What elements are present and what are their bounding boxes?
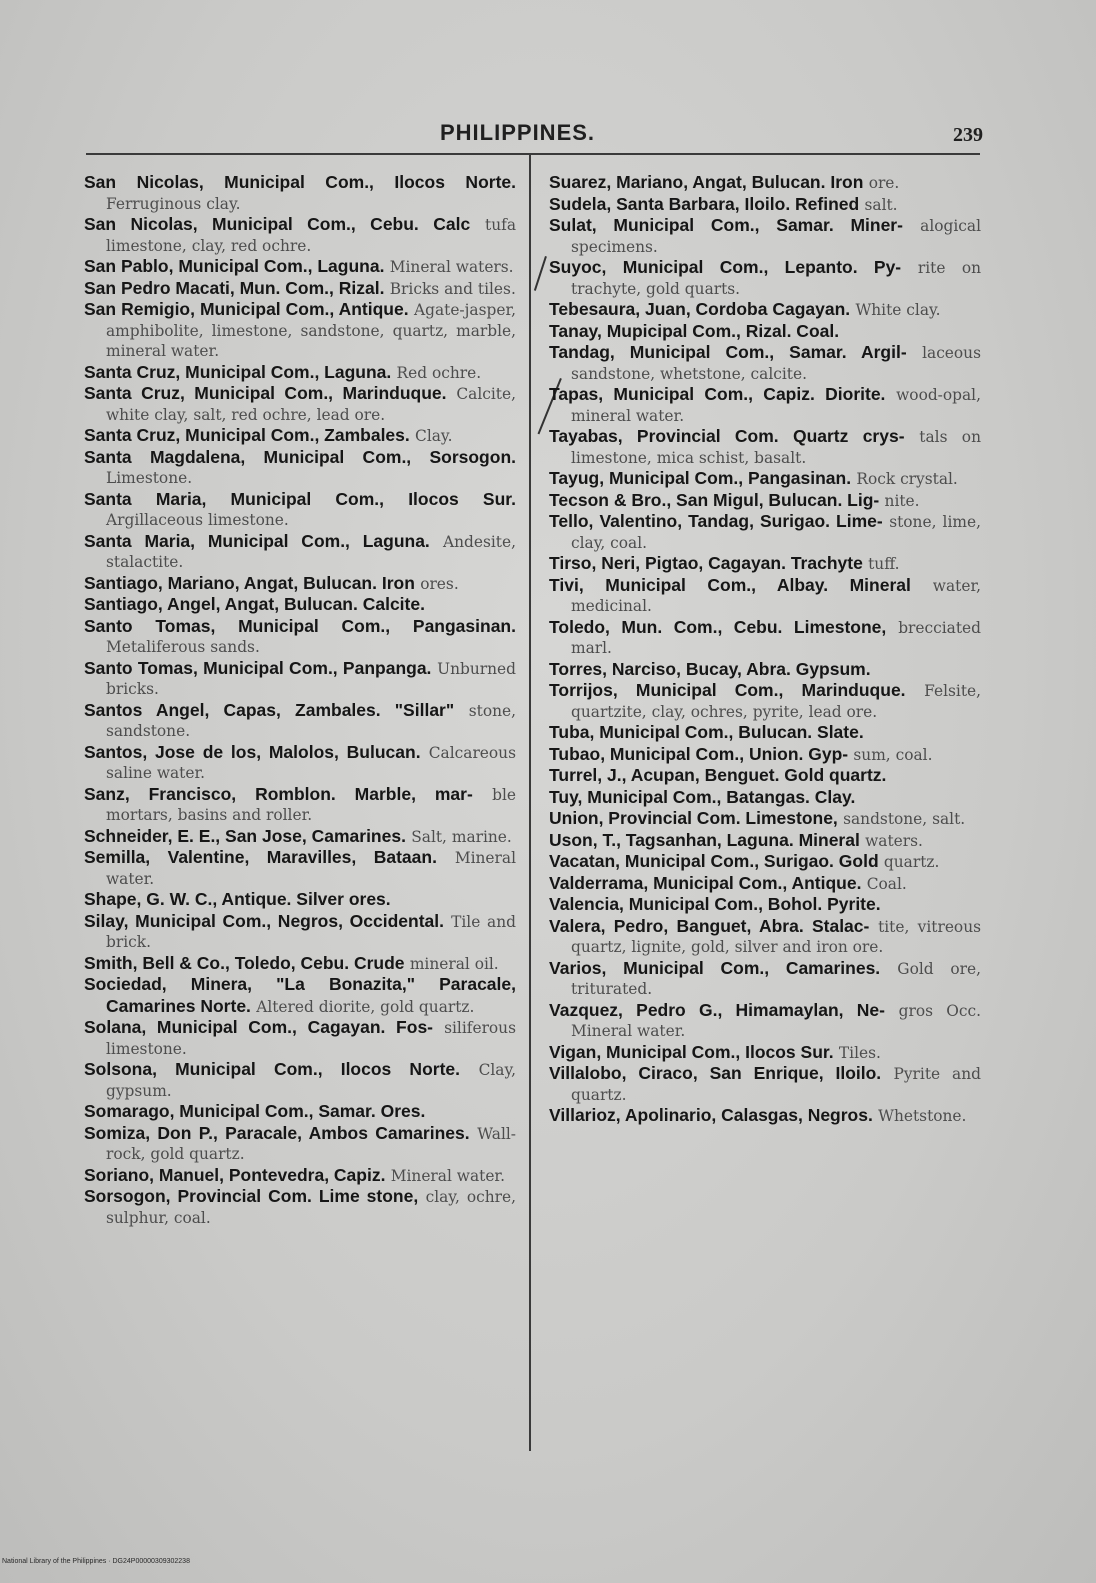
footer-credit: National Library of the Philippines · DG24P00000309302238 <box>2 1558 190 1565</box>
entry-description: water, medicinal. <box>571 576 981 615</box>
entry-name: Union, Provincial Com. Limestone, <box>549 808 838 828</box>
entry-description: ore. <box>868 174 900 192</box>
list-item <box>549 1042 981 1064</box>
entry-name: Villalobo, Ciraco, San Enrique, Iloilo. <box>549 1063 882 1083</box>
entry-name: Somiza, Don P., Paracale, Ambos Camarines. <box>84 1122 470 1143</box>
entry-description: White clay. <box>855 301 941 319</box>
entry-description: waters. <box>865 831 923 850</box>
list-item <box>84 700 516 742</box>
list-item <box>84 847 516 889</box>
list-item <box>549 553 981 575</box>
entry-name: San Nicolas, Municipal Com., Cebu. Calc <box>84 214 471 234</box>
column-divider <box>529 153 531 1451</box>
list-item <box>84 826 516 848</box>
entry-name: Villarioz, Apolinario, Calasgas, Negros. <box>549 1105 873 1125</box>
entry-description: Tile and brick. <box>106 912 516 951</box>
list-item <box>84 362 516 384</box>
list-item <box>549 851 981 873</box>
entry-name: Turrel, J., Acupan, Benguet. Gold quartz. <box>549 765 887 785</box>
entry-name: Valera, Pedro, Banguet, Abra. Stalac- <box>549 915 870 936</box>
list-item <box>549 215 981 257</box>
list-item <box>84 278 516 300</box>
list-item <box>549 873 981 895</box>
entry-description: tite, vitreous quartz, lignite, gold, silver and iron ore. <box>571 917 982 956</box>
entry-name: San Remigio, Municipal Com., Antique. <box>84 299 409 319</box>
entry-description: ores. <box>420 574 459 593</box>
entry-description: Bricks and tiles. <box>389 279 516 298</box>
entry-description: Clay. <box>415 427 453 445</box>
entry-name: Santa Cruz, Municipal Com., Marinduque. <box>84 383 447 403</box>
list-item <box>84 742 516 784</box>
entry-name: Santa Cruz, Municipal Com., Zambales. <box>84 425 410 445</box>
entry-description: brecciated marl. <box>571 618 981 657</box>
entry-name: Sanz, Francisco, Romblon. Marble, mar- <box>84 783 473 804</box>
entry-name: Tirso, Neri, Pigtao, Cagayan. Trachyte <box>549 553 863 573</box>
list-item <box>549 680 981 722</box>
right-column <box>549 172 981 1127</box>
list-item <box>84 1017 516 1059</box>
entry-description: Tiles. <box>838 1043 881 1062</box>
list-item <box>84 1165 516 1187</box>
list-item <box>84 594 516 616</box>
entry-name: Tecson & Bro., San Migul, Bulucan. Lig- <box>549 489 880 510</box>
entry-description: Mineral waters. <box>389 258 514 276</box>
list-item <box>84 447 516 489</box>
entry-name: Tandag, Municipal Com., Samar. Argil- <box>549 342 907 362</box>
entry-name: Vacatan, Municipal Com., Surigao. Gold <box>549 851 879 871</box>
entry-name: Santa Cruz, Municipal Com., Laguna. <box>84 361 392 382</box>
entry-name: Suarez, Mariano, Angat, Bulucan. Iron <box>549 172 864 192</box>
entry-name: Solsona, Municipal Com., Ilocos Norte. <box>84 1059 460 1079</box>
entry-description: salt. <box>864 195 898 214</box>
list-item <box>549 722 981 744</box>
entry-description: Metaliferous sands. <box>106 638 260 656</box>
entry-name: Smith, Bell & Co., Toledo, Cebu. Crude <box>84 952 405 973</box>
entry-description: Mineral water. <box>106 849 516 888</box>
list-item <box>549 1063 981 1105</box>
list-item <box>84 1101 516 1123</box>
entry-name: Santa Maria, Municipal Com., Laguna. <box>84 530 430 551</box>
entry-name: Sudela, Santa Barbara, Iloilo. Refined <box>549 193 860 214</box>
entry-name: Silay, Municipal Com., Negros, Occidental. <box>84 910 444 931</box>
page-number: 239 <box>953 124 983 146</box>
list-item <box>84 214 516 256</box>
entry-name: Santa Maria, Municipal Com., Ilocos Sur. <box>84 488 516 509</box>
list-item <box>549 342 981 384</box>
list-item <box>549 321 981 343</box>
entry-name: Torrijos, Municipal Com., Marinduque. <box>549 680 906 700</box>
entry-name: Tuba, Municipal Com., Bulucan. Slate. <box>549 722 864 742</box>
entry-description: mineral oil. <box>409 954 499 973</box>
entry-name: Suyoc, Municipal Com., Lepanto. Py- <box>549 257 902 277</box>
entry-description: Clay, gypsum. <box>106 1061 516 1100</box>
list-item <box>549 659 981 681</box>
entry-description: Red ochre. <box>396 363 482 382</box>
entry-name: Tayug, Municipal Com., Pangasinan. <box>549 468 852 488</box>
entry-name: Schneider, E. E., San Jose, Camarines. <box>84 825 406 846</box>
list-item <box>549 765 981 787</box>
list-item <box>549 299 981 321</box>
entry-description: Coal. <box>866 874 907 893</box>
entry-description: ble mortars, basins and roller. <box>106 785 516 824</box>
entry-description: Limestone. <box>106 469 193 487</box>
list-item <box>84 256 516 278</box>
list-item <box>84 889 516 911</box>
list-item <box>84 172 516 214</box>
entry-description: stone, lime, clay, coal. <box>571 513 981 552</box>
entry-description: laceous sandstone, whetstone, calcite. <box>571 344 981 383</box>
entry-description: alogical specimens. <box>571 217 981 256</box>
entry-name: Solana, Municipal Com., Cagayan. Fos- <box>84 1017 433 1037</box>
list-item <box>549 426 981 468</box>
list-item <box>84 616 516 658</box>
entry-description: Agate-jasper, amphibolite, limestone, sandstone, quartz, marble, mineral water. <box>106 301 516 360</box>
entry-name: Tello, Valentino, Tandag, Surigao. Lime- <box>549 511 883 531</box>
list-item <box>549 744 981 766</box>
list-item <box>549 384 981 426</box>
entry-name: Tebesaura, Juan, Cordoba Cagayan. <box>549 299 851 319</box>
entry-description: Whetstone. <box>878 1107 967 1125</box>
entry-description: tufa limestone, clay, red ochre. <box>106 216 517 255</box>
entry-name: Santiago, Angel, Angat, Bulucan. Calcite. <box>84 594 425 614</box>
list-item <box>549 894 981 916</box>
entry-name: Tanay, Mupicipal Com., Rizal. Coal. <box>549 320 840 341</box>
entry-name: San Nicolas, Municipal Com., Ilocos Norte. <box>84 172 516 192</box>
entry-name: Sorsogon, Provincial Com. Lime stone, <box>84 1186 419 1206</box>
entry-description: Mineral water. <box>390 1166 505 1185</box>
entry-name: Santo Tomas, Municipal Com., Pangasinan. <box>84 615 516 636</box>
entry-description: gros Occ. Mineral water. <box>571 1001 981 1040</box>
list-item <box>549 808 981 830</box>
pencil-mark <box>534 256 547 291</box>
entry-description: stone, sandstone. <box>106 701 517 740</box>
entry-name: Varios, Municipal Com., Camarines. <box>549 957 881 978</box>
list-item <box>549 830 981 852</box>
entry-name: Somarago, Municipal Com., Samar. Ores. <box>84 1101 426 1121</box>
entry-name: Sulat, Municipal Com., Samar. Miner- <box>549 215 903 235</box>
entry-description: Salt, marine. <box>411 827 512 846</box>
entry-description: rite on trachyte, gold quarts. <box>571 259 981 298</box>
entry-name: Shape, G. W. C., Antique. Silver ores. <box>84 889 391 909</box>
list-item <box>549 575 981 617</box>
left-column <box>84 172 516 1228</box>
entry-name: Santos Angel, Capas, Zambales. "Sillar" <box>84 699 455 720</box>
list-item <box>549 172 981 194</box>
list-item <box>549 958 981 1000</box>
list-item <box>549 490 981 512</box>
entry-name: Santos, Jose de los, Malolos, Bulucan. <box>84 741 421 762</box>
entry-description: Unburned bricks. <box>106 659 516 698</box>
entry-description: sum, coal. <box>853 745 933 764</box>
entry-description: tuff. <box>868 555 900 573</box>
list-item <box>549 194 981 216</box>
list-item <box>84 658 516 700</box>
entry-description: wood-opal, mineral water. <box>571 386 981 425</box>
entry-description: Gold ore, triturated. <box>571 959 981 998</box>
list-item <box>84 573 516 595</box>
entry-name: Torres, Narciso, Bucay, Abra. Gypsum. <box>549 658 871 679</box>
list-item <box>549 1000 981 1042</box>
entry-name: Vazquez, Pedro G., Himamaylan, Ne- <box>549 999 885 1020</box>
entry-description: tals on limestone, mica schist, basalt. <box>571 428 981 467</box>
entry-description: sandstone, salt. <box>843 810 966 828</box>
entry-name: Tuy, Municipal Com., Batangas. Clay. <box>549 786 856 807</box>
list-item <box>549 916 981 958</box>
entry-description: Felsite, quartzite, clay, ochres, pyrite, lead ore. <box>571 682 981 721</box>
entry-description: quartz. <box>883 853 940 871</box>
list-item <box>549 1105 981 1127</box>
entry-name: Santiago, Mariano, Angat, Bulucan. Iron <box>84 572 415 593</box>
entry-name: Valderrama, Municipal Com., Antique. <box>549 872 862 893</box>
list-item <box>549 787 981 809</box>
entry-name: Toledo, Mun. Com., Cebu. Limestone, <box>549 616 887 637</box>
list-item <box>549 468 981 490</box>
entry-description: Ferruginous clay. <box>106 194 241 213</box>
entry-name: San Pedro Macati, Mun. Com., Rizal. <box>84 277 385 298</box>
entry-name: Sociedad, Minera, "La Bonazita," Paracale, Camarines Norte. <box>84 974 516 1016</box>
entry-name: Vigan, Municipal Com., Ilocos Sur. <box>549 1041 834 1062</box>
entry-description: Altered diorite, gold quartz. <box>256 997 475 1016</box>
list-item <box>84 1059 516 1101</box>
list-item <box>84 1186 516 1228</box>
entry-description: Rock crystal. <box>856 470 958 488</box>
entry-name: Tayabas, Provincial Com. Quartz crys- <box>549 426 905 446</box>
entry-description: Calcite, white clay, salt, red ochre, lead ore. <box>106 385 516 424</box>
entry-description: Argillaceous limestone. <box>106 511 289 529</box>
entry-name: Valencia, Municipal Com., Bohol. Pyrite. <box>549 894 881 914</box>
list-item <box>84 425 516 447</box>
list-item <box>84 383 516 425</box>
entry-name: Santa Magdalena, Municipal Com., Sorsogon. <box>84 446 516 467</box>
list-item <box>84 953 516 975</box>
list-item <box>84 784 516 826</box>
list-item <box>84 531 516 573</box>
entry-name: Uson, T., Tagsanhan, Laguna. Mineral <box>549 829 860 850</box>
entry-name: Semilla, Valentine, Maravilles, Bataan. <box>84 847 437 867</box>
entry-description: Calcareous saline water. <box>106 743 516 782</box>
list-item <box>84 911 516 953</box>
page-header <box>0 120 1096 156</box>
entry-description: Pyrite and quartz. <box>571 1065 981 1104</box>
list-item <box>84 489 516 531</box>
entry-description: Andesite, stalactite. <box>106 532 516 571</box>
entry-name: Tapas, Municipal Com., Capiz. Diorite. <box>549 384 886 404</box>
entry-name: San Pablo, Municipal Com., Laguna. <box>84 256 385 276</box>
page-title: PHILIPPINES. <box>440 120 596 145</box>
list-item <box>549 257 981 299</box>
list-item <box>84 1123 516 1165</box>
entry-name: Tubao, Municipal Com., Union. Gyp- <box>549 743 849 764</box>
entry-description: siliferous limestone. <box>106 1019 516 1058</box>
list-item <box>549 617 981 659</box>
entry-name: Soriano, Manuel, Pontevedra, Capiz. <box>84 1164 386 1185</box>
entry-description: clay, ochre, sulphur, coal. <box>106 1188 516 1227</box>
header-rule <box>86 153 980 155</box>
entry-description: nite. <box>884 491 920 510</box>
list-item <box>84 299 516 362</box>
list-item <box>549 511 981 553</box>
entry-name: Santo Tomas, Municipal Com., Panpanga. <box>84 657 432 678</box>
list-item <box>84 974 516 1017</box>
entry-description: Wall-rock, gold quartz. <box>106 1124 516 1163</box>
entry-name: Tivi, Municipal Com., Albay. Mineral <box>549 574 911 595</box>
